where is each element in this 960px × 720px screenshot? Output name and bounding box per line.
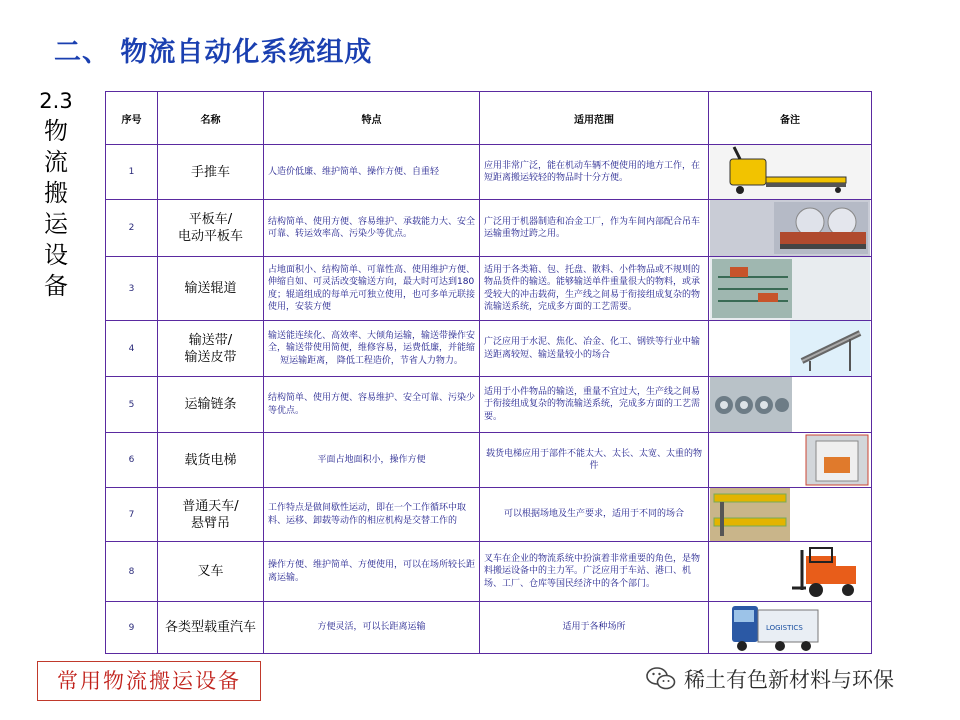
table-row xyxy=(106,433,872,488)
equipment-name: 手推车 xyxy=(158,145,264,200)
svg-text:LOGISTICS: LOGISTICS xyxy=(766,624,803,632)
section-number: 2.3 xyxy=(39,89,73,113)
equipment-scope: 应用非常广泛，能在机动车辆不便使用的地方工作，在短距离搬运较轻的物品时十分方便。 xyxy=(480,145,709,200)
equipment-name: 平板车/ 电动平板车 xyxy=(158,200,264,257)
row-number: 6 xyxy=(106,433,158,488)
equipment-name: 载货电梯 xyxy=(158,433,264,488)
row-number: 7 xyxy=(106,488,158,542)
equipment-image xyxy=(709,542,872,602)
equipment-features: 结构简单、使用方便、容易维护、承载能力大、安全可靠、转运效率高、污染少等优点。 xyxy=(264,200,480,257)
freight-elevator-photo xyxy=(710,433,870,487)
row-number: 5 xyxy=(106,377,158,433)
table-row xyxy=(106,321,872,377)
side-char: 设 xyxy=(44,241,68,269)
watermark-text: 稀土有色新材料与环保 xyxy=(684,668,894,692)
header-remark: 备注 xyxy=(709,92,872,145)
side-char: 物 xyxy=(44,117,68,145)
equipment-image xyxy=(709,377,872,433)
table-row xyxy=(106,377,872,433)
equipment-image xyxy=(709,321,872,377)
row-number: 2 xyxy=(106,200,158,257)
table-header-row xyxy=(106,92,872,145)
chain-conveyor-photo xyxy=(710,377,870,432)
equipment-scope: 适用于各种场所 xyxy=(480,602,709,654)
equipment-scope: 载货电梯应用于部件不能太大、太长、太宽、太重的物件 xyxy=(480,433,709,488)
equipment-name: 叉车 xyxy=(158,542,264,602)
equipment-features: 输送能连续化、高效率、大倾角运输，输送带操作安全，输送带使用简便，维修容易，运费低廉，并能缩短运输距离， 降低工程造价，节省人力物力。 xyxy=(264,321,480,377)
flatbed-cart-photo xyxy=(710,200,870,256)
wechat-icon xyxy=(646,666,676,692)
table-row xyxy=(106,257,872,321)
equipment-image xyxy=(709,488,872,542)
equipment-features: 占地面积小、结构简单、可靠性高、使用维护方便、伸缩自如、可灵活改变输送方向，最大时可达到180度；辊道组成的每单元可独立使用，也可多单元联接使用，安装方便 xyxy=(264,257,480,321)
equipment-scope: 适用于各类箱、包、托盘、散料、小件物品或不规则的物品货件的输送。能够输送单件重量很大的物料，或承受较大的冲击载荷，生产线之间易于衔接组成复杂的物流输送系统，完成多方面的工艺需要。 xyxy=(480,257,709,321)
row-number: 8 xyxy=(106,542,158,602)
belt-conveyor-photo xyxy=(710,321,870,376)
row-number: 4 xyxy=(106,321,158,377)
equipment-table xyxy=(105,91,872,654)
forklift-photo xyxy=(710,542,870,601)
table-row xyxy=(106,602,872,654)
equipment-image xyxy=(709,145,872,200)
side-char: 运 xyxy=(44,210,68,238)
row-number: 3 xyxy=(106,257,158,321)
equipment-name: 输送带/ 输送皮带 xyxy=(158,321,264,377)
table-row xyxy=(106,145,872,200)
equipment-image xyxy=(709,602,872,654)
equipment-name: 运输链条 xyxy=(158,377,264,433)
header-name: 名称 xyxy=(158,92,264,145)
equipment-image xyxy=(709,257,872,321)
section-side-label xyxy=(38,88,74,302)
equipment-name: 普通天车/ 悬臂吊 xyxy=(158,488,264,542)
header-features: 特点 xyxy=(264,92,480,145)
equipment-features: 结构简单、使用方便、容易维护、安全可靠、污染少等优点。 xyxy=(264,377,480,433)
equipment-features: 工作特点是做间歇性运动，即在一个工作循环中取料、运移、卸载等动作的相应机构是交替工作的 xyxy=(264,488,480,542)
pallet-truck-photo xyxy=(710,145,870,199)
equipment-scope: 适用于小件物品的输送，重量不宜过大，生产线之间易于衔接组成复杂的物流输送系统，完成多方面的工艺需要。 xyxy=(480,377,709,433)
overhead-crane-photo xyxy=(710,488,870,541)
equipment-scope: 可以根据场地及生产要求，适用于不同的场合 xyxy=(480,488,709,542)
equipment-scope: 广泛应用于水泥、焦化、冶金、化工、钢铁等行业中输送距离较短、输送量较小的场合 xyxy=(480,321,709,377)
table-row xyxy=(106,200,872,257)
equipment-name: 输送辊道 xyxy=(158,257,264,321)
page-title: 二、 物流自动化系统组成 xyxy=(54,37,373,68)
equipment-features: 平面占地面积小，操作方便 xyxy=(264,433,480,488)
truck-photo xyxy=(710,602,870,653)
table-row xyxy=(106,488,872,542)
equipment-scope: 叉车在企业的物流系统中扮演着非常重要的角色，是物料搬运设备中的主力军。广泛应用于车站、港口、机场、工厂、仓库等国民经济中的各个部门。 xyxy=(480,542,709,602)
row-number: 9 xyxy=(106,602,158,654)
footer-label: 常用物流搬运设备 xyxy=(37,661,261,701)
side-char: 备 xyxy=(44,272,68,300)
equipment-scope: 广泛用于机器制造和冶金工厂，作为车间内部配合吊车运输重物过跨之用。 xyxy=(480,200,709,257)
equipment-features: 操作方便、维护简单、方便使用，可以在场所较长距离运输。 xyxy=(264,542,480,602)
watermark xyxy=(646,664,894,694)
side-char: 流 xyxy=(44,148,68,176)
header-no: 序号 xyxy=(106,92,158,145)
equipment-features: 方便灵活，可以长距离运输 xyxy=(264,602,480,654)
equipment-name: 各类型载重汽车 xyxy=(158,602,264,654)
row-number: 1 xyxy=(106,145,158,200)
roller-conveyor-photo xyxy=(710,257,870,320)
table-row xyxy=(106,542,872,602)
header-scope: 适用范围 xyxy=(480,92,709,145)
equipment-features: 人造价低廉、维护简单、操作方便、自重轻 xyxy=(264,145,480,200)
equipment-image xyxy=(709,200,872,257)
equipment-image xyxy=(709,433,872,488)
side-char: 搬 xyxy=(44,179,68,207)
